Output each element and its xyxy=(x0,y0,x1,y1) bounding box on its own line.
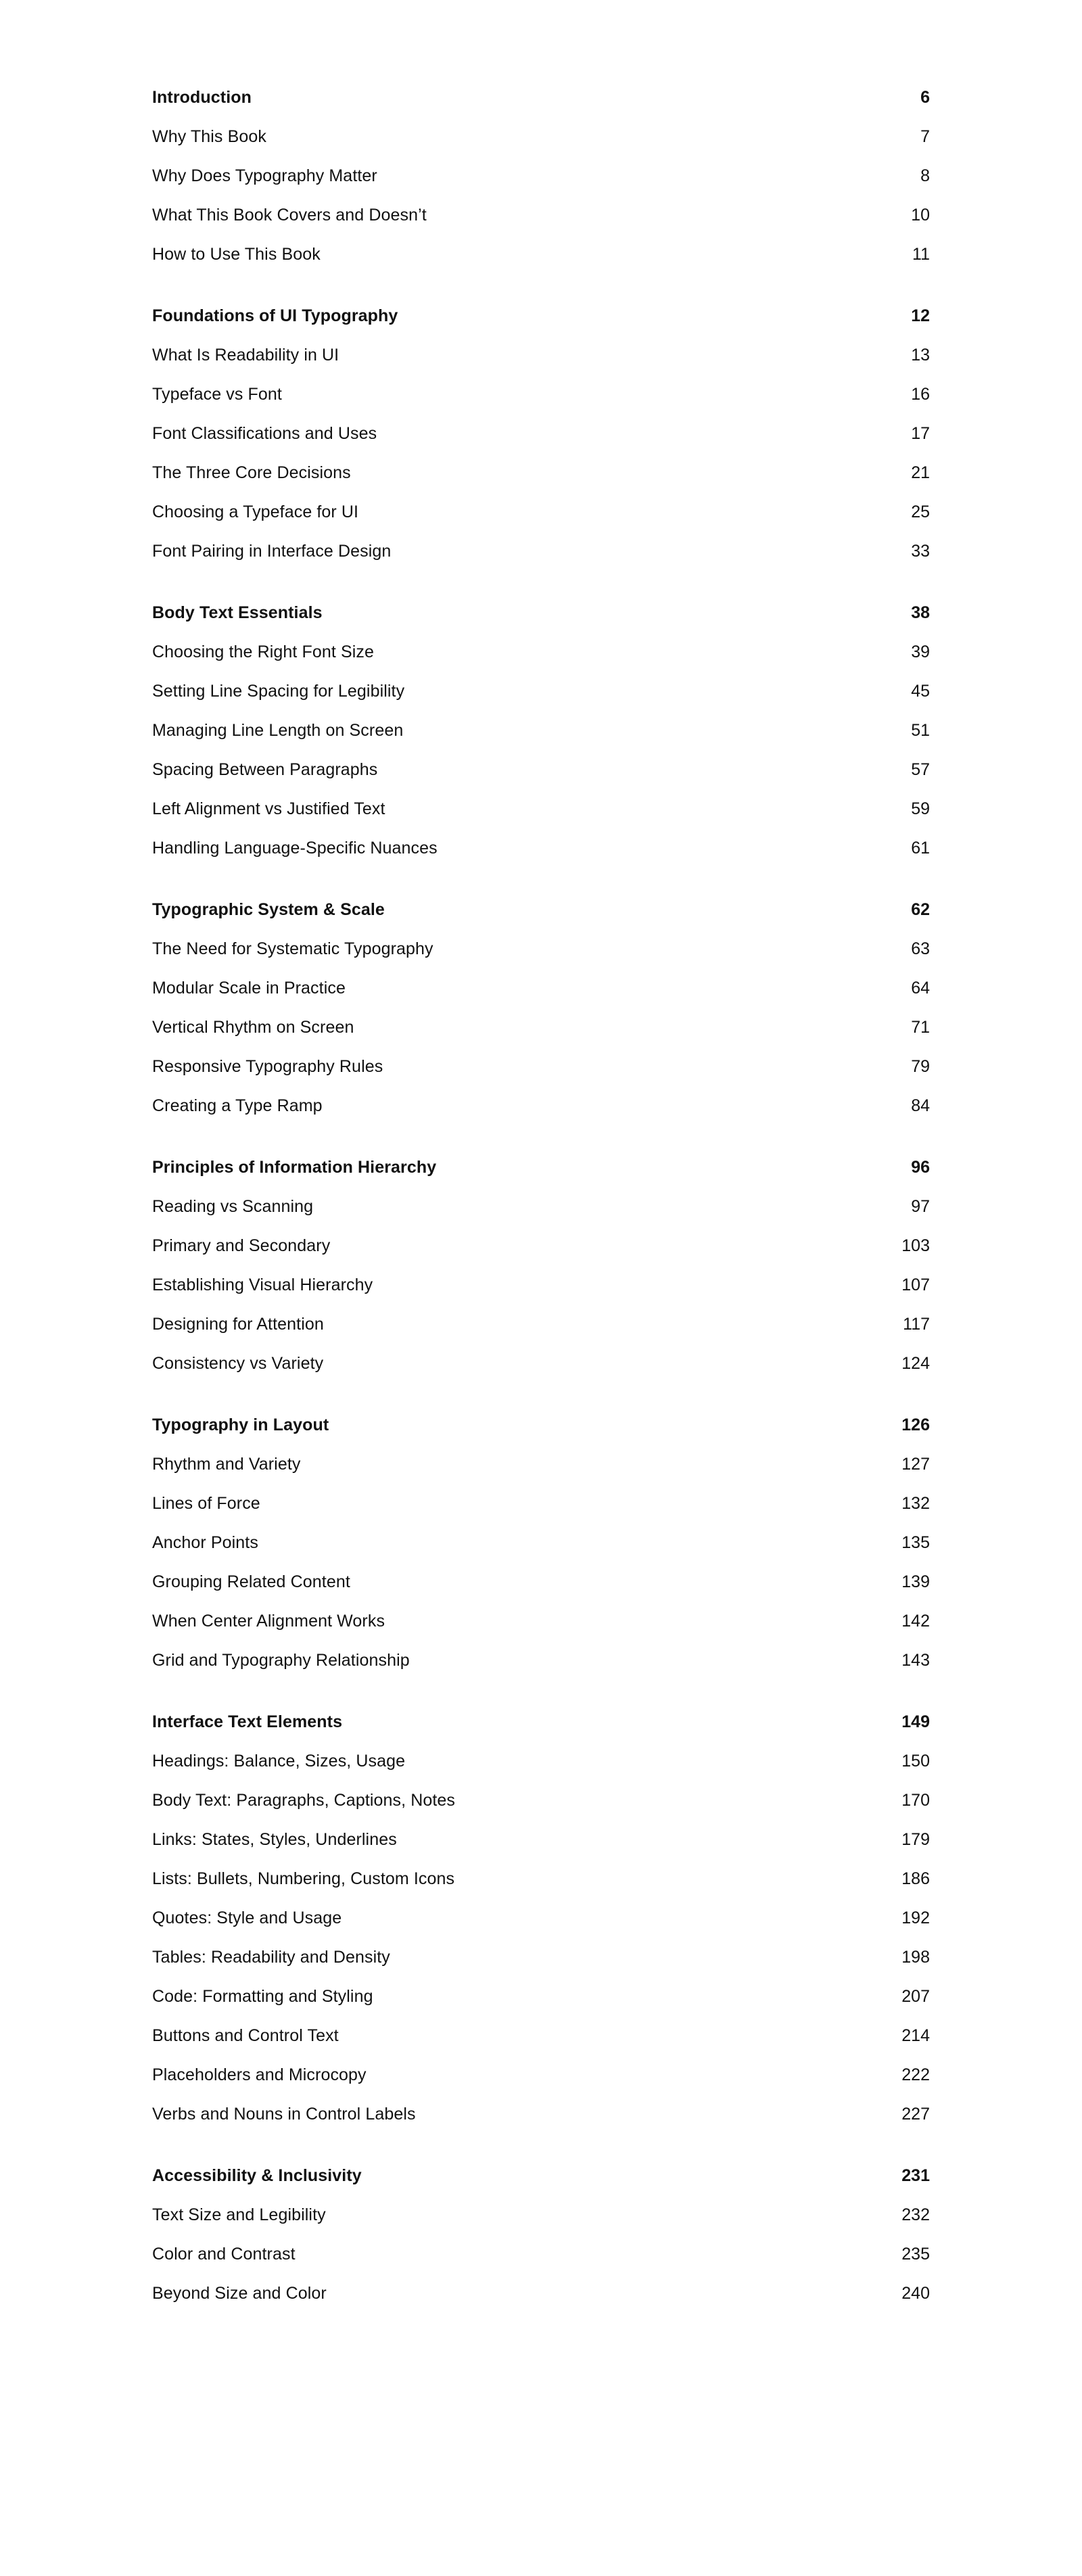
toc-entry-row[interactable] xyxy=(152,2105,930,2144)
toc-entry-label: How to Use This Book xyxy=(152,245,321,264)
toc-entry-page-number: 198 xyxy=(901,1948,930,1967)
toc-entry-page-number: 186 xyxy=(901,1869,930,1888)
dot-leader xyxy=(442,843,908,853)
toc-entry-row[interactable] xyxy=(152,1236,930,1275)
dot-leader xyxy=(440,1162,908,1173)
toc-entry-page-number: 192 xyxy=(901,1908,930,1927)
toc-entry-label: Consistency vs Variety xyxy=(152,1354,324,1373)
dot-leader xyxy=(402,310,908,321)
dot-leader xyxy=(459,1795,899,1806)
toc-entry-row[interactable] xyxy=(152,1987,930,2026)
toc-entry-page-number: 235 xyxy=(901,2245,930,2264)
dot-leader xyxy=(354,1576,899,1587)
toc-entry-row[interactable] xyxy=(152,245,930,284)
toc-entry-page-number: 21 xyxy=(911,463,930,482)
toc-entry-label: Establishing Visual Hierarchy xyxy=(152,1275,373,1294)
dot-leader xyxy=(401,1834,899,1845)
dot-leader xyxy=(346,1913,899,1923)
toc-entry-label: Grid and Typography Relationship xyxy=(152,1651,410,1670)
toc-entry-page-number: 71 xyxy=(911,1018,930,1037)
toc-entry-label: Responsive Typography Rules xyxy=(152,1057,383,1076)
toc-entry-row[interactable] xyxy=(152,1948,930,1987)
toc-entry-page-number: 97 xyxy=(911,1197,930,1216)
toc-entry-label: Creating a Type Ramp xyxy=(152,1096,323,1115)
dot-leader xyxy=(327,607,909,618)
toc-entry-page-number: 13 xyxy=(911,346,930,365)
toc-section-page-number: 126 xyxy=(901,1415,930,1434)
toc-entry-row[interactable] xyxy=(152,642,930,682)
dot-leader xyxy=(358,1022,908,1033)
toc-entry-row[interactable] xyxy=(152,979,930,1018)
toc-section-page-number: 149 xyxy=(901,1712,930,1731)
toc-entry-row[interactable] xyxy=(152,2065,930,2105)
toc-entry-label: Verbs and Nouns in Control Labels xyxy=(152,2105,416,2124)
dot-leader xyxy=(389,1616,899,1626)
toc-entry-row[interactable] xyxy=(152,1651,930,1690)
toc-section-group xyxy=(152,603,930,878)
toc-entry-label: Buttons and Control Text xyxy=(152,2026,339,2045)
toc-entry-page-number: 117 xyxy=(903,1315,930,1334)
dot-leader xyxy=(389,904,908,915)
toc-entry-page-number: 214 xyxy=(901,2026,930,2045)
dot-leader xyxy=(390,803,909,814)
toc-entry-page-number: 207 xyxy=(901,1987,930,2006)
toc-entry-page-number: 11 xyxy=(912,245,930,264)
toc-entry-page-number: 33 xyxy=(911,542,930,561)
toc-section-label: Principles of Information Hierarchy xyxy=(152,1158,437,1177)
toc-entry-label: Modular Scale in Practice xyxy=(152,979,346,998)
dot-leader xyxy=(262,1537,899,1548)
toc-entry-label: Text Size and Legibility xyxy=(152,2205,326,2224)
toc-section-group xyxy=(152,1415,930,1690)
toc-entry-page-number: 57 xyxy=(911,760,930,779)
toc-section-label: Introduction xyxy=(152,88,252,107)
toc-entry-row[interactable] xyxy=(152,385,930,424)
toc-entry-page-number: 127 xyxy=(901,1455,930,1474)
toc-entry-label: Designing for Attention xyxy=(152,1315,324,1334)
toc-entry-row[interactable] xyxy=(152,127,930,166)
toc-section-row[interactable] xyxy=(152,1712,930,1752)
toc-entry-page-number: 25 xyxy=(911,502,930,521)
toc-entry-page-number: 16 xyxy=(911,385,930,404)
toc-section-page-number: 231 xyxy=(901,2166,930,2185)
toc-entry-page-number: 7 xyxy=(920,127,930,146)
toc-entry-row[interactable] xyxy=(152,839,930,878)
dot-leader xyxy=(300,2249,899,2259)
toc-entry-row[interactable] xyxy=(152,2284,930,2323)
dot-leader xyxy=(305,1459,899,1470)
toc-section-row[interactable] xyxy=(152,1158,930,1197)
toc-section-group xyxy=(152,1712,930,2144)
toc-entry-page-number: 222 xyxy=(901,2065,930,2084)
toc-entry-page-number: 232 xyxy=(901,2205,930,2224)
table-of-contents xyxy=(152,88,930,2323)
toc-section-row[interactable] xyxy=(152,306,930,346)
toc-entry-page-number: 135 xyxy=(901,1533,930,1552)
toc-entry-label: Font Classifications and Uses xyxy=(152,424,377,443)
dot-leader xyxy=(387,1061,908,1072)
toc-entry-label: Quotes: Style and Usage xyxy=(152,1908,342,1927)
toc-entry-row[interactable] xyxy=(152,206,930,245)
toc-entry-page-number: 79 xyxy=(911,1057,930,1076)
dot-leader xyxy=(420,2109,899,2120)
toc-entry-label: Managing Line Length on Screen xyxy=(152,721,404,740)
dot-leader xyxy=(377,1280,899,1290)
toc-entry-label: Lines of Force xyxy=(152,1494,260,1513)
toc-entry-row[interactable] xyxy=(152,2245,930,2284)
toc-entry-row[interactable] xyxy=(152,1612,930,1651)
toc-entry-row[interactable] xyxy=(152,1315,930,1354)
toc-entry-row[interactable] xyxy=(152,1354,930,1393)
toc-entry-page-number: 227 xyxy=(901,2105,930,2124)
dot-leader xyxy=(256,92,918,103)
dot-leader xyxy=(343,2030,899,2041)
toc-entry-page-number: 17 xyxy=(911,424,930,443)
toc-entry-page-number: 103 xyxy=(901,1236,930,1255)
toc-section-page-number: 38 xyxy=(911,603,930,622)
toc-section-group xyxy=(152,2166,930,2323)
dot-leader xyxy=(408,686,908,697)
toc-entry-label: The Three Core Decisions xyxy=(152,463,351,482)
dot-leader xyxy=(328,1319,900,1330)
dot-leader xyxy=(325,249,910,260)
toc-entry-label: When Center Alignment Works xyxy=(152,1612,385,1631)
dot-leader xyxy=(327,1358,899,1369)
dot-leader xyxy=(381,428,908,439)
toc-entry-label: Why This Book xyxy=(152,127,266,146)
dot-leader xyxy=(458,1873,899,1884)
dot-leader xyxy=(331,2288,899,2299)
toc-entry-label: Grouping Related Content xyxy=(152,1572,350,1591)
dot-leader xyxy=(381,764,908,775)
toc-section-row[interactable] xyxy=(152,2166,930,2205)
toc-section-page-number: 62 xyxy=(911,900,930,919)
toc-entry-label: Color and Contrast xyxy=(152,2245,296,2264)
toc-entry-page-number: 45 xyxy=(911,682,930,701)
toc-entry-row[interactable] xyxy=(152,463,930,502)
toc-entry-label: Setting Line Spacing for Legibility xyxy=(152,682,405,701)
toc-entry-row[interactable] xyxy=(152,1275,930,1315)
toc-entry-row[interactable] xyxy=(152,1533,930,1572)
toc-entry-page-number: 84 xyxy=(911,1096,930,1115)
toc-entry-page-number: 10 xyxy=(911,206,930,225)
toc-entry-page-number: 124 xyxy=(901,1354,930,1373)
toc-section-label: Typographic System & Scale xyxy=(152,900,385,919)
toc-entry-label: Typeface vs Font xyxy=(152,385,282,404)
toc-entry-label: Anchor Points xyxy=(152,1533,258,1552)
toc-section-label: Body Text Essentials xyxy=(152,603,323,622)
dot-leader xyxy=(327,1100,909,1111)
toc-entry-label: Spacing Between Paragraphs xyxy=(152,760,378,779)
toc-entry-label: Links: States, Styles, Underlines xyxy=(152,1830,397,1849)
toc-entry-row[interactable] xyxy=(152,1197,930,1236)
dot-leader xyxy=(270,131,918,142)
dot-leader xyxy=(377,1991,899,2002)
toc-section-row[interactable] xyxy=(152,900,930,939)
toc-entry-label: Why Does Typography Matter xyxy=(152,166,377,185)
dot-leader xyxy=(362,507,908,517)
toc-entry-label: Primary and Secondary xyxy=(152,1236,331,1255)
dot-leader xyxy=(334,1240,899,1251)
toc-section-label: Interface Text Elements xyxy=(152,1712,343,1731)
dot-leader xyxy=(431,210,908,220)
toc-entry-label: Lists: Bullets, Numbering, Custom Icons xyxy=(152,1869,455,1888)
toc-entry-row[interactable] xyxy=(152,1830,930,1869)
dot-leader xyxy=(317,1201,908,1212)
toc-section-group xyxy=(152,306,930,581)
toc-entry-label: Placeholders and Microcopy xyxy=(152,2065,367,2084)
toc-entry-label: Font Pairing in Interface Design xyxy=(152,542,392,561)
toc-entry-page-number: 139 xyxy=(901,1572,930,1591)
toc-entry-label: Body Text: Paragraphs, Captions, Notes xyxy=(152,1791,456,1810)
dot-leader xyxy=(409,1756,899,1766)
toc-section-page-number: 96 xyxy=(911,1158,930,1177)
dot-leader xyxy=(395,546,908,557)
toc-entry-row[interactable] xyxy=(152,1752,930,1791)
toc-section-label: Accessibility & Inclusivity xyxy=(152,2166,362,2185)
toc-entry-row[interactable] xyxy=(152,1494,930,1533)
toc-entry-label: Handling Language-Specific Nuances xyxy=(152,839,438,858)
toc-entry-page-number: 39 xyxy=(911,642,930,661)
toc-entry-row[interactable] xyxy=(152,682,930,721)
toc-section-row[interactable] xyxy=(152,1415,930,1455)
toc-section-label: Typography in Layout xyxy=(152,1415,329,1434)
toc-entry-page-number: 240 xyxy=(901,2284,930,2303)
toc-section-row[interactable] xyxy=(152,603,930,642)
dot-leader xyxy=(330,2209,899,2220)
toc-entry-row[interactable] xyxy=(152,1908,930,1948)
toc-section-label: Foundations of UI Typography xyxy=(152,306,398,325)
toc-entry-row[interactable] xyxy=(152,346,930,385)
toc-entry-row[interactable] xyxy=(152,1572,930,1612)
toc-section-page-number: 12 xyxy=(911,306,930,325)
toc-entry-label: Beyond Size and Color xyxy=(152,2284,327,2303)
toc-entry-row[interactable] xyxy=(152,542,930,581)
dot-leader xyxy=(346,1716,899,1727)
toc-entry-label: Tables: Readability and Density xyxy=(152,1948,390,1967)
toc-entry-page-number: 143 xyxy=(901,1651,930,1670)
toc-entry-row[interactable] xyxy=(152,760,930,799)
toc-entry-page-number: 150 xyxy=(901,1752,930,1771)
toc-entry-label: What This Book Covers and Doesn’t xyxy=(152,206,427,225)
dot-leader xyxy=(366,2170,899,2181)
dot-leader xyxy=(394,1952,899,1963)
toc-entry-label: What Is Readability in UI xyxy=(152,346,339,365)
toc-entry-page-number: 61 xyxy=(911,839,930,858)
toc-section-group xyxy=(152,900,930,1135)
toc-section-row[interactable] xyxy=(152,88,930,127)
dot-leader xyxy=(286,389,908,400)
toc-entry-page-number: 63 xyxy=(911,939,930,958)
toc-entry-label: Code: Formatting and Styling xyxy=(152,1987,373,2006)
toc-entry-row[interactable] xyxy=(152,1057,930,1096)
dot-leader xyxy=(414,1655,899,1666)
toc-entry-row[interactable] xyxy=(152,799,930,839)
toc-entry-row[interactable] xyxy=(152,166,930,206)
toc-entry-page-number: 142 xyxy=(901,1612,930,1631)
dot-leader xyxy=(378,647,908,657)
toc-entry-label: Vertical Rhythm on Screen xyxy=(152,1018,354,1037)
toc-section-group xyxy=(152,88,930,284)
dot-leader xyxy=(371,2069,899,2080)
toc-entry-label: Left Alignment vs Justified Text xyxy=(152,799,385,818)
toc-entry-label: Choosing the Right Font Size xyxy=(152,642,374,661)
toc-entry-row[interactable] xyxy=(152,1455,930,1494)
toc-entry-row[interactable] xyxy=(152,424,930,463)
toc-entry-row[interactable] xyxy=(152,1018,930,1057)
toc-entry-row[interactable] xyxy=(152,2026,930,2065)
toc-entry-label: Headings: Balance, Sizes, Usage xyxy=(152,1752,406,1771)
toc-entry-label: Reading vs Scanning xyxy=(152,1197,314,1216)
toc-entry-row[interactable] xyxy=(152,1869,930,1908)
dot-leader xyxy=(355,467,908,478)
toc-entry-row[interactable] xyxy=(152,721,930,760)
toc-entry-label: Choosing a Typeface for UI xyxy=(152,502,359,521)
toc-entry-page-number: 170 xyxy=(901,1791,930,1810)
dot-leader xyxy=(333,1420,899,1430)
dot-leader xyxy=(343,350,908,360)
toc-entry-row[interactable] xyxy=(152,2205,930,2245)
toc-entry-row[interactable] xyxy=(152,502,930,542)
toc-entry-page-number: 51 xyxy=(911,721,930,740)
toc-section-page-number: 6 xyxy=(920,88,930,107)
toc-entry-page-number: 59 xyxy=(911,799,930,818)
dot-leader xyxy=(264,1498,899,1509)
toc-entry-page-number: 64 xyxy=(911,979,930,998)
dot-leader xyxy=(381,170,918,181)
dot-leader xyxy=(438,943,909,954)
toc-section-group xyxy=(152,1158,930,1393)
toc-entry-page-number: 179 xyxy=(901,1830,930,1849)
toc-entry-page-number: 8 xyxy=(920,166,930,185)
toc-entry-label: Rhythm and Variety xyxy=(152,1455,301,1474)
toc-entry-row[interactable] xyxy=(152,1791,930,1830)
toc-entry-row[interactable] xyxy=(152,1096,930,1135)
dot-leader xyxy=(350,983,908,993)
toc-entry-page-number: 107 xyxy=(901,1275,930,1294)
toc-entry-page-number: 132 xyxy=(901,1494,930,1513)
toc-entry-row[interactable] xyxy=(152,939,930,979)
dot-leader xyxy=(407,725,908,736)
toc-entry-label: The Need for Systematic Typography xyxy=(152,939,433,958)
